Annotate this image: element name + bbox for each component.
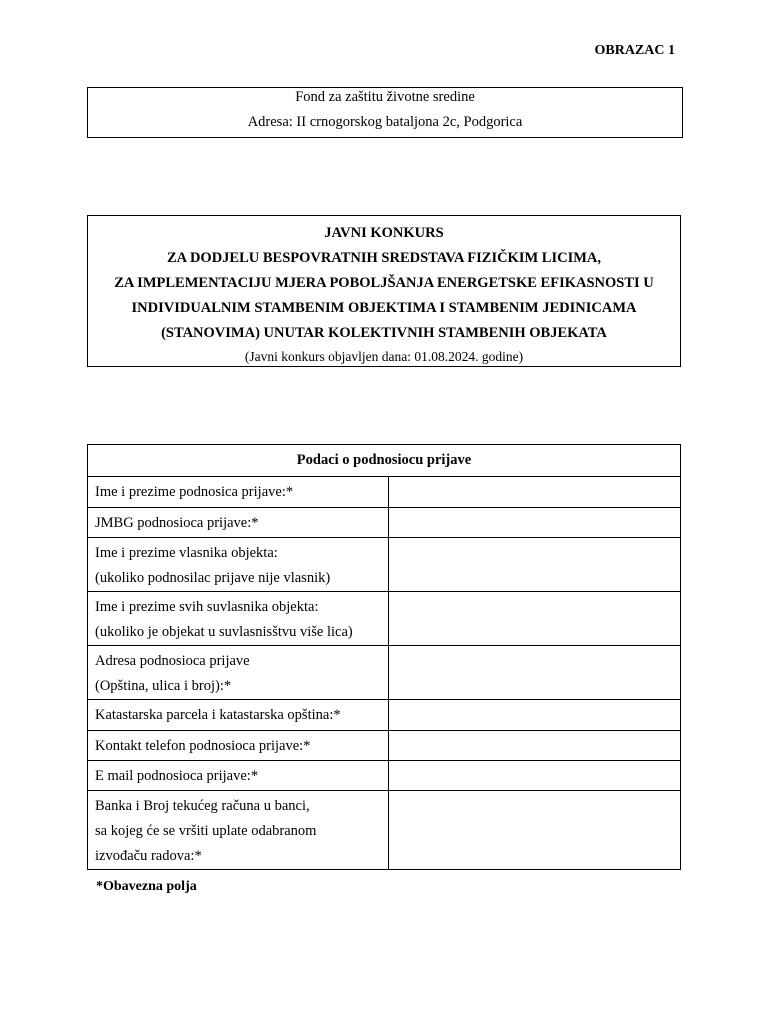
field-label-line: izvođaču radova:* [95,848,202,864]
field-label [88,592,389,646]
field-label [88,646,389,700]
table-row [88,538,681,592]
field-label [88,731,389,761]
field-label-line: Adresa podnosioca prijave [95,653,250,669]
field-label-line: (ukoliko je objekat u suvlasnisštvu više lica) [95,624,353,640]
field-label-line: Ime i prezime podnosica prijave:* [95,484,294,500]
field-value-cell[interactable] [388,761,680,791]
field-value-cell[interactable] [388,791,680,870]
contest-title-line: ZA IMPLEMENTACIJU MJERA POBOLJŠANJA ENERGETSKE EFIKASNOSTI U [114,275,654,291]
contest-title-box [87,215,681,367]
field-label-line: Katastarska parcela i katastarska opština:* [95,707,341,723]
table-row [88,592,681,646]
contest-title-line: ZA DODJELU BESPOVRATNIH SREDSTAVA FIZIČKIM LICIMA, [166,250,602,266]
field-label [88,761,389,791]
field-value-cell[interactable] [388,477,680,508]
table-row [88,477,681,508]
contest-title-line: (STANOVIMA) UNUTAR KOLEKTIVNIH STAMBENIH OBJEKATA [161,325,607,341]
contest-title-line: INDIVIDUALNIM STAMBENIM OBJEKTIMA I STAMBENIM JEDINICAMA [131,300,637,316]
fund-info-box [87,87,683,138]
table-row [88,646,681,700]
field-value-cell[interactable] [388,646,680,700]
field-value-cell[interactable] [388,592,680,646]
field-value-cell[interactable] [388,508,680,538]
field-value-cell[interactable] [388,731,680,761]
table-row [88,700,681,731]
publication-note: (Javni konkurs objavljen dana: 01.08.2024. godine) [244,349,524,364]
table-row [88,731,681,761]
field-label [88,791,389,870]
field-label-line: JMBG podnosioca prijave:* [95,515,259,531]
field-label-line: Banka i Broj tekućeg računa u banci, [95,798,310,814]
field-label-line: Kontakt telefon podnosioca prijave:* [95,738,311,754]
field-value-cell[interactable] [388,700,680,731]
applicant-data-table [87,444,681,870]
field-label [88,508,389,538]
required-fields-note: *Obavezna polja [96,879,197,894]
table-row [88,761,681,791]
table-row [88,791,681,870]
fund-address: Adresa: II crnogorskog bataljona 2c, Podgorica [247,114,523,130]
field-label-line: (ukoliko podnosilac prijave nije vlasnik) [95,570,331,586]
fund-name: Fond za zaštitu životne sredine [295,89,475,105]
field-label-line: Ime i prezime vlasnika objekta: [95,545,278,561]
field-label [88,538,389,592]
field-value-cell[interactable] [388,538,680,592]
field-label [88,477,389,508]
form-code: OBRAZAC 1 [594,43,675,58]
contest-title-line: JAVNI KONKURS [324,225,444,241]
table-row [88,508,681,538]
field-label-line: sa kojeg će se vršiti uplate odabranom [95,823,317,839]
field-label-line: E mail podnosioca prijave:* [95,768,259,784]
table-heading: Podaci o podnosiocu prijave [88,445,681,477]
field-label-line: (Opština, ulica i broj):* [95,678,232,694]
field-label-line: Ime i prezime svih suvlasnika objekta: [95,599,319,615]
field-label [88,700,389,731]
